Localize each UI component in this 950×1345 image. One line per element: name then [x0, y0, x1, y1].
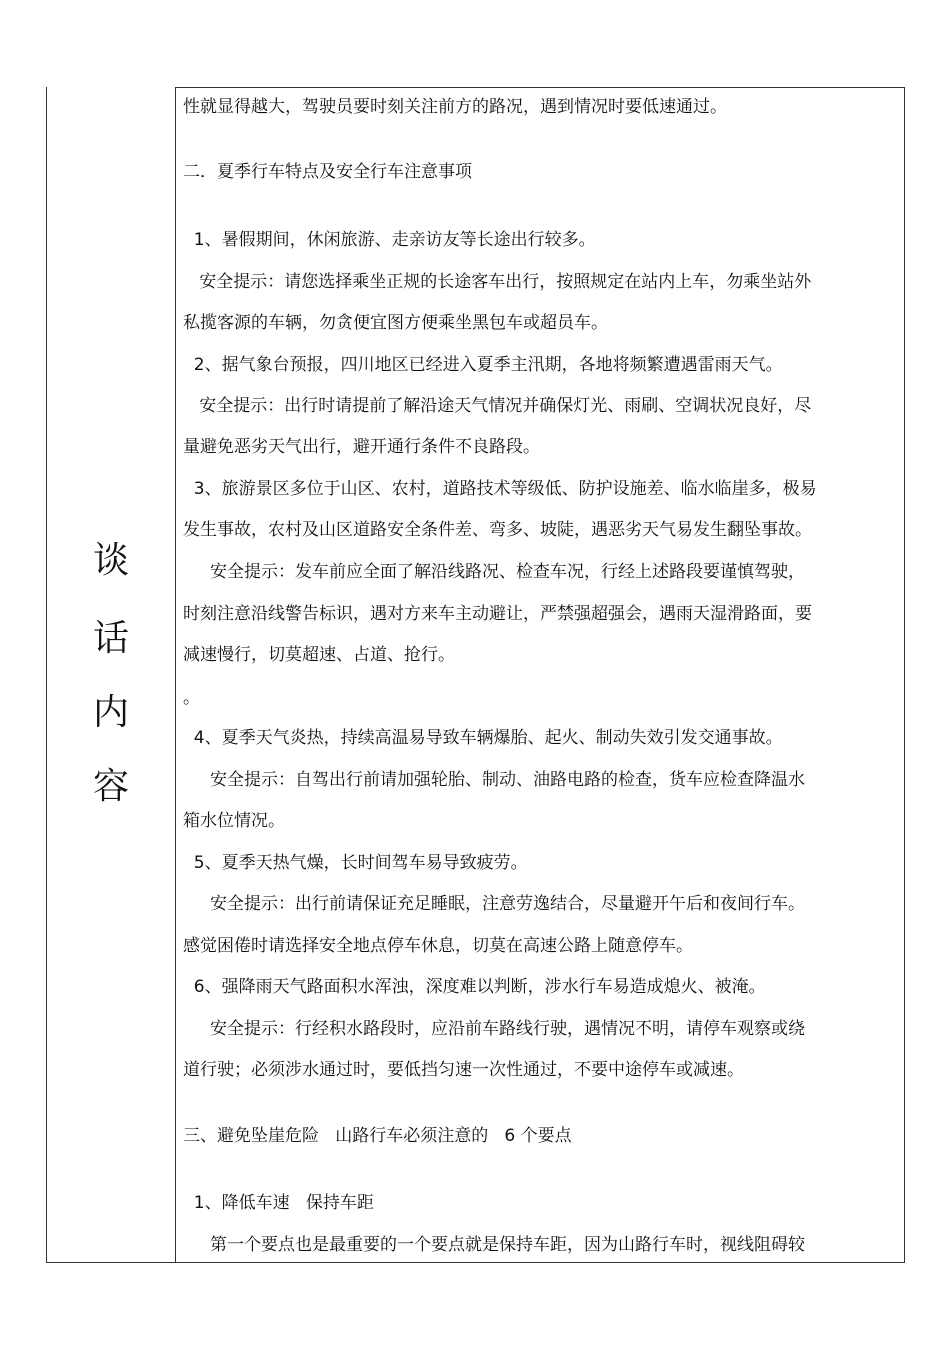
text-line: 箱水位情况。: [183, 811, 285, 831]
label-char-4: 容: [92, 766, 129, 807]
text-line: 5、夏季天热气燥，长时间驾车易导致疲劳。: [183, 853, 528, 873]
text-line: 道行驶；必须涉水通过时，要低挡匀速一次性通过，不要中途停车或减速。: [183, 1060, 744, 1080]
text-line: 1、降低车速 保持车距: [183, 1193, 374, 1213]
text-line: 安全提示：发车前应全面了解沿线路况、检查车况，行经上述路段要谨慎驾驶，: [183, 562, 806, 582]
text-line: 量避免恶劣天气出行，避开通行条件不良路段。: [183, 437, 540, 457]
text-line: 减速慢行，切莫超速、占道、抢行。: [183, 645, 455, 665]
text-line: 发生事故，农村及山区道路安全条件差、弯多、坡陡，遇恶劣天气易发生翻坠事故。: [183, 520, 812, 540]
content-top-border: [175, 87, 904, 88]
talk-record-table: [46, 87, 905, 1263]
text-line: 6、强降雨天气路面积水浑浊，深度难以判断，涉水行车易造成熄火、被淹。: [183, 977, 766, 997]
text-line: 2、据气象台预报，四川地区已经进入夏季主汛期，各地将频繁遭遇雷雨天气。: [183, 355, 783, 375]
text-line: 。: [183, 688, 200, 708]
text-line: 私揽客源的车辆，勿贪便宜图方便乘坐黑包车或超员车。: [183, 313, 608, 333]
label-column: [47, 87, 176, 1262]
text-line: 感觉困倦时请选择安全地点停车休息，切莫在高速公路上随意停车。: [183, 936, 693, 956]
text-line: 安全提示：行经积水路段时，应沿前车路线行驶，遇情况不明，请停车观察或绕: [183, 1019, 806, 1039]
text-line: 时刻注意沿线警告标识，遇对方来车主动避让，严禁强超强会，遇雨天湿滑路面，要: [183, 604, 812, 624]
text-line: 安全提示：出行前请保证充足睡眠，注意劳逸结合，尽量避开午后和夜间行车。: [183, 894, 806, 914]
label-char-2: 话: [92, 618, 129, 659]
section-heading-2: 二．夏季行车特点及安全行车注意事项: [183, 162, 472, 182]
text-line: 安全提示：自驾出行前请加强轮胎、制动、油路电路的检查，货车应检查降温水: [183, 770, 806, 790]
label-char-1: 谈: [92, 540, 129, 581]
text-line: 1、暑假期间，休闲旅游、走亲访友等长途出行较多。: [183, 230, 596, 250]
label-char-3: 内: [92, 692, 129, 733]
text-line: 3、旅游景区多位于山区、农村，道路技术等级低、防护设施差、临水临崖多，极易: [183, 479, 817, 499]
text-line: 安全提示：出行时请提前了解沿途天气情况并确保灯光、雨刷、空调状况良好，尽: [183, 396, 812, 416]
text-line: 性就显得越大，驾驶员要时刻关注前方的路况，遇到情况时要低速通过。: [183, 97, 727, 117]
text-line: 第一个要点也是最重要的一个要点就是保持车距，因为山路行车时，视线阻碍较: [183, 1235, 806, 1255]
text-line: 4、夏季天气炎热，持续高温易导致车辆爆胎、起火、制动失效引发交通事故。: [183, 728, 783, 748]
text-line: 安全提示：请您选择乘坐正规的长途客车出行，按照规定在站内上车，勿乘坐站外: [183, 272, 812, 292]
section-heading-3: 三、避免坠崖危险 山路行车必须注意的 6 个要点: [183, 1126, 572, 1146]
